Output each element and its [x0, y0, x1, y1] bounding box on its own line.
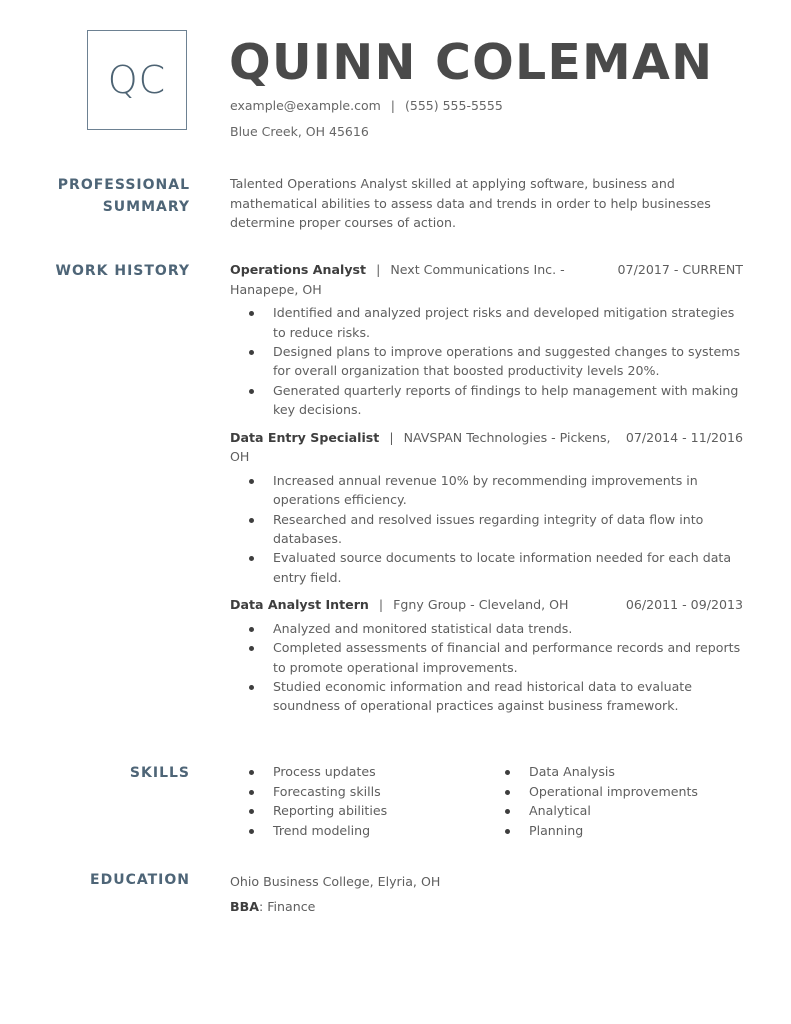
skill-item: Data Analysis: [529, 762, 698, 782]
job-location: Hanapepe, OH: [230, 281, 322, 297]
education-degree-separator: :: [258, 899, 264, 914]
job-bullets: [230, 471, 745, 587]
job-location: OH: [230, 449, 250, 465]
education-degree: BBA: [230, 899, 259, 914]
section-label-education: EDUCATION: [90, 872, 190, 888]
job-bullet: Generated quarterly reports of findings to help management with making key decisions.: [273, 381, 745, 420]
job-bullet: Analyzed and monitored statistical data trends.: [273, 619, 745, 638]
education-entry: [230, 869, 440, 919]
job-company: NAVSPAN Technologies - Pickens,: [403, 429, 611, 445]
phone: (555) 555-5555: [405, 98, 503, 113]
job-bullet: Researched and resolved issues regarding integrity of data flow into databases.: [273, 510, 745, 549]
job-bullet: Identified and analyzed project risks and developed mitigation strategies to reduce risks.: [273, 303, 745, 342]
skill-item: Process updates: [273, 762, 529, 782]
work-history: [230, 260, 745, 724]
job-bullet: Studied economic information and read historical data to evaluate soundness of operational practices against business framework.: [273, 677, 745, 716]
section-label-summary: [58, 174, 190, 218]
summary-text: Talented Operations Analyst skilled at applying software, business and mathematical abilities to assess data and trends in order to help businesses determine proper courses of action.: [230, 176, 711, 231]
summary-label-line1: PROFESSIONAL: [57, 177, 190, 193]
section-label-work-history: WORK HISTORY: [55, 263, 190, 279]
job-bullets: [230, 619, 745, 716]
skills-column-2: [529, 762, 698, 840]
job-bullet: Increased annual revenue 10% by recommending improvements in operations efficiency.: [273, 471, 745, 510]
job-entry: [230, 595, 745, 716]
job-header: [230, 260, 745, 299]
monogram-logo: [87, 30, 187, 130]
job-title: Data Analyst Intern: [230, 597, 369, 613]
email: example@example.com: [230, 98, 381, 113]
contact-line: [230, 98, 503, 113]
job-company: Fgny Group - Cleveland, OH: [393, 597, 569, 613]
job-title: Operations Analyst: [230, 262, 367, 277]
skills-column-1: [273, 762, 529, 840]
skill-item: Reporting abilities: [273, 801, 529, 821]
job-company: Next Communications Inc. -: [390, 262, 565, 277]
job-bullet: Completed assessments of financial and performance records and reports to promote operational improvements.: [273, 638, 745, 677]
monogram-initials: QC: [107, 58, 167, 102]
skill-item: Forecasting skills: [273, 782, 529, 802]
skill-item: Trend modeling: [273, 821, 529, 841]
summary-label-line2: SUMMARY: [102, 199, 190, 215]
job-separator: |: [378, 597, 384, 613]
skill-item: Planning: [529, 821, 698, 841]
job-bullet: Designed plans to improve operations and suggested changes to systems for overall organization that boosted productivity levels 20%.: [273, 342, 745, 381]
candidate-name: QUINN COLEMAN: [229, 34, 714, 91]
skills-list: [273, 762, 698, 840]
job-dates: 06/2011 - 09/2013: [625, 597, 743, 613]
education-degree-line: [230, 894, 440, 919]
job-dates: 07/2014 - 11/2016: [625, 429, 743, 445]
job-entry: [230, 260, 745, 420]
job-entry: [230, 428, 745, 588]
job-header: [230, 595, 745, 615]
job-bullet: Evaluated source documents to locate information needed for each data entry field.: [273, 548, 745, 587]
job-separator: |: [376, 262, 381, 277]
job-separator: |: [389, 429, 394, 445]
job-header: [230, 428, 745, 467]
education-school: Ohio Business College, Elyria, OH: [230, 874, 441, 889]
contact-separator: |: [390, 98, 395, 113]
job-dates: 07/2017 - CURRENT: [617, 262, 743, 277]
address: Blue Creek, OH 45616: [230, 124, 369, 139]
job-title: Data Entry Specialist: [230, 429, 380, 445]
education-field: Finance: [263, 899, 316, 914]
section-label-skills: SKILLS: [129, 765, 190, 781]
skill-item: Analytical: [529, 801, 698, 821]
job-bullets: [230, 303, 745, 419]
skill-item: Operational improvements: [529, 782, 698, 802]
